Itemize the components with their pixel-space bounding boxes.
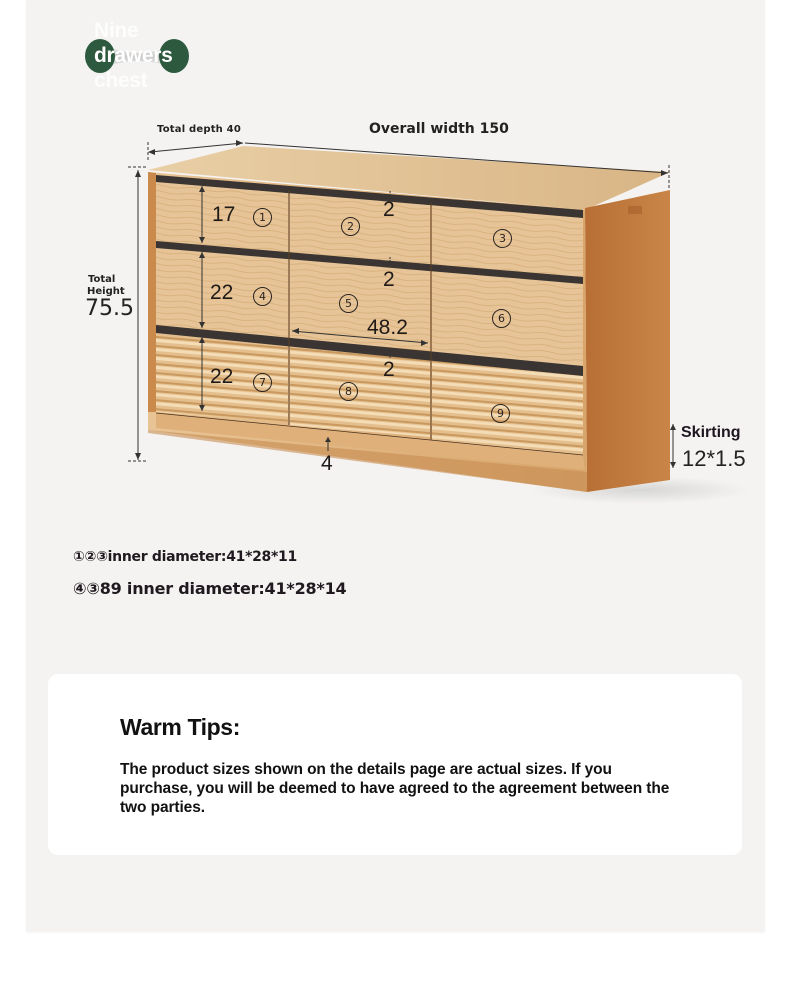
- spec-line-1: ①②③inner diameter:41*28*11: [73, 549, 297, 565]
- width-dimension-label: Overall width 150: [369, 121, 509, 137]
- height-value: 75.5: [85, 296, 134, 321]
- badge-title-line1: Nine: [94, 19, 139, 42]
- drawer-number-5: 5: [339, 294, 358, 313]
- drawer-number-8: 8: [339, 382, 358, 401]
- drawer-width: 48.2: [367, 316, 408, 339]
- drawer-5: [290, 259, 430, 350]
- drawer-number-1: 1: [253, 208, 272, 227]
- drawer-number-3: 3: [493, 229, 512, 248]
- height-label-line2: Height: [87, 286, 125, 297]
- row2-height: 22: [210, 281, 234, 304]
- warm-tips-body: The product sizes shown on the details page are actual sizes. If you purchase, you will be deemed to have agreed to the agreement between the two parties.: [120, 761, 670, 816]
- drawer-number-6: 6: [492, 309, 511, 328]
- spec-line-2: ④③89 inner diameter:41*28*14: [73, 579, 347, 598]
- drawer-number-2: 2: [341, 217, 360, 236]
- drawer-number-7: 7: [253, 373, 272, 392]
- plinth-gap: 4: [321, 452, 333, 475]
- drawer-number-9: 9: [491, 404, 510, 423]
- gap2-height: 2: [383, 268, 395, 291]
- warm-tips-card: [48, 674, 742, 855]
- gap1-height: 2: [383, 198, 395, 221]
- row3-height: 22: [210, 365, 234, 388]
- badge-title-line2: drawers: [94, 44, 173, 67]
- row1-height: 17: [212, 203, 236, 226]
- skirting-label: Skirting: [681, 424, 741, 441]
- gap3-height: 2: [383, 358, 395, 381]
- warm-tips-title: Warm Tips:: [120, 714, 240, 740]
- skirting-value: 12*1.5: [682, 446, 746, 471]
- badge-title-line3: chest: [94, 69, 148, 92]
- depth-dimension-label: Total depth 40: [157, 124, 241, 135]
- drawer-number-4: 4: [253, 287, 272, 306]
- height-label-line1: Total: [88, 274, 116, 285]
